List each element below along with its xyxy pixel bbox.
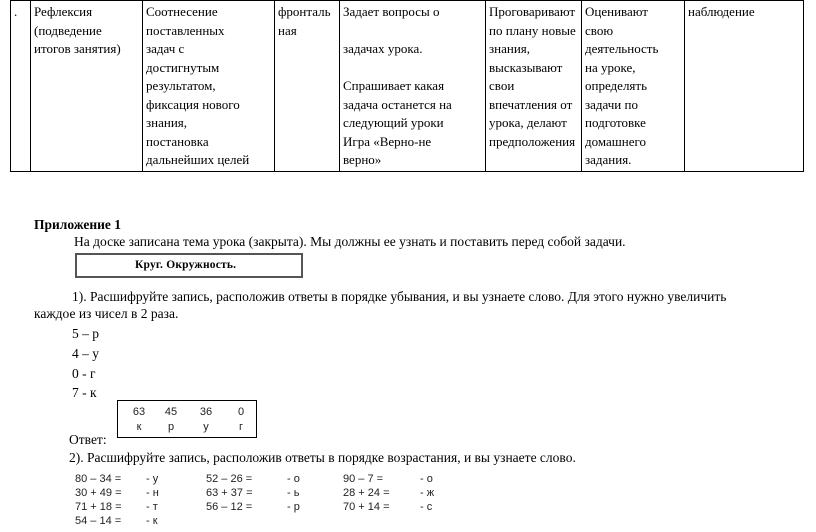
cell-line: (подведение (34, 22, 102, 38)
cell-line: достигнутым (146, 59, 220, 75)
cell-line: поставленных (146, 22, 225, 38)
pair-item: 5 – р (72, 326, 99, 341)
cell-line: постановка (146, 133, 209, 149)
equation: 54 – 14 = (75, 515, 122, 527)
cell-line: наблюдение (688, 4, 755, 19)
equation: 52 – 26 = (206, 473, 253, 485)
cell-line: задачи по (585, 96, 638, 112)
cell-line: дальнейших целей (146, 152, 250, 167)
cell-line (343, 59, 485, 78)
cell-line: Оценивают (585, 4, 648, 19)
equation-letter: - р (287, 501, 300, 513)
code-letter: г (238, 421, 243, 433)
table-cell-students (486, 1, 582, 172)
cell-line: впечатления от (489, 96, 573, 112)
equation: 28 + 24 = (343, 487, 390, 499)
answer-label: Ответ: (69, 432, 107, 447)
equation-letter: - т (146, 501, 158, 513)
code-table (117, 400, 257, 438)
code-number: 45 (164, 406, 178, 418)
cell-line: фиксация нового (146, 96, 240, 112)
equation-letter: - о (420, 473, 433, 485)
table-cell-form (275, 1, 340, 172)
cell-line: Задает вопросы о (343, 4, 440, 19)
equation: 80 – 34 = (75, 473, 122, 485)
equation-letter: - к (146, 515, 158, 527)
cell-line: знания, (489, 41, 531, 56)
cell-line: задача останется на (343, 96, 452, 112)
pair-item: 0 - г (72, 366, 96, 381)
cell-line: Игра «Верно-не (343, 133, 432, 149)
topic-board (75, 253, 303, 278)
table-cell-number (11, 1, 31, 172)
lesson-table (10, 0, 804, 172)
task1-line1: 1). Расшифруйте запись, расположив ответы в порядке убывания, и вы узнаете слово. Для этого нужно увеличить (72, 289, 727, 304)
cell-line: ная (278, 22, 297, 38)
pair-item: 4 – у (72, 346, 99, 361)
cell-line: по плану новые (489, 22, 576, 38)
cell-line: итогов занятия) (34, 41, 121, 56)
cell-line: деятельность (585, 41, 659, 56)
cell-line: знания, (146, 115, 188, 130)
equation: 56 – 12 = (206, 501, 253, 513)
equation-letter: - ь (287, 487, 300, 499)
cell-line: Спрашивает какая (343, 78, 445, 93)
cell-line: на уроке, (585, 59, 636, 75)
cell-line: . (14, 4, 18, 19)
table-cell-control (685, 1, 804, 172)
code-number: 0 (237, 406, 245, 418)
equation-letter: - н (146, 487, 159, 499)
equation-letter: - о (287, 473, 300, 485)
code-number: 36 (199, 406, 213, 418)
cell-line: свою (585, 22, 614, 38)
cell-line: Рефлексия (34, 4, 93, 19)
cell-line: задачах урока. (343, 41, 423, 56)
task2-text: 2). Расшифруйте запись, расположив ответы в порядке возрастания, и вы узнаете слово. (69, 450, 576, 465)
cell-line: свои (489, 78, 515, 93)
table-cell-uud (582, 1, 685, 172)
cell-line: определять (585, 78, 648, 93)
cell-line: следующий уроки (343, 115, 444, 130)
code-letter: р (167, 421, 175, 433)
equation: 30 + 49 = (75, 487, 122, 499)
cell-line: высказывают (489, 59, 563, 75)
equation: 70 + 14 = (343, 501, 390, 513)
equation-letter: - у (146, 473, 159, 485)
cell-line: задания. (585, 152, 632, 167)
pair-item: 7 - к (72, 385, 97, 400)
cell-line: предположения (489, 133, 576, 149)
table-cell-stage (31, 1, 143, 172)
cell-line: задач с (146, 41, 185, 56)
cell-line: верно» (343, 152, 382, 167)
code-number: 63 (132, 406, 146, 418)
cell-line: результатом, (146, 78, 216, 93)
table-cell-teacher (340, 1, 486, 172)
cell-line (343, 22, 485, 41)
cell-line: фронталь (278, 4, 331, 19)
topic-text: Круг. Окружность. (135, 259, 237, 271)
task1-line2: каждое из чисел в 2 раза. (34, 306, 179, 321)
cell-line: домашнего (585, 133, 647, 149)
table-row (11, 1, 804, 172)
cell-line: Соотнесение (146, 4, 218, 19)
code-letter: у (203, 421, 209, 433)
appendix-intro: На доске записана тема урока (закрыта). Мы должны ее узнать и поставить перед собой задачи. (74, 234, 626, 249)
table-cell-goals (143, 1, 275, 172)
cell-line: Проговаривают (489, 4, 576, 19)
equation: 63 + 37 = (206, 487, 253, 499)
equation-letter: - ж (420, 487, 435, 499)
equation-letter: - с (420, 501, 433, 513)
equation: 71 + 18 = (75, 501, 122, 513)
cell-line: подготовке (585, 115, 646, 130)
cell-line: урока, делают (489, 115, 567, 130)
appendix-title: Приложение 1 (34, 217, 122, 232)
code-letter: к (136, 421, 142, 433)
equation: 90 – 7 = (343, 473, 384, 485)
